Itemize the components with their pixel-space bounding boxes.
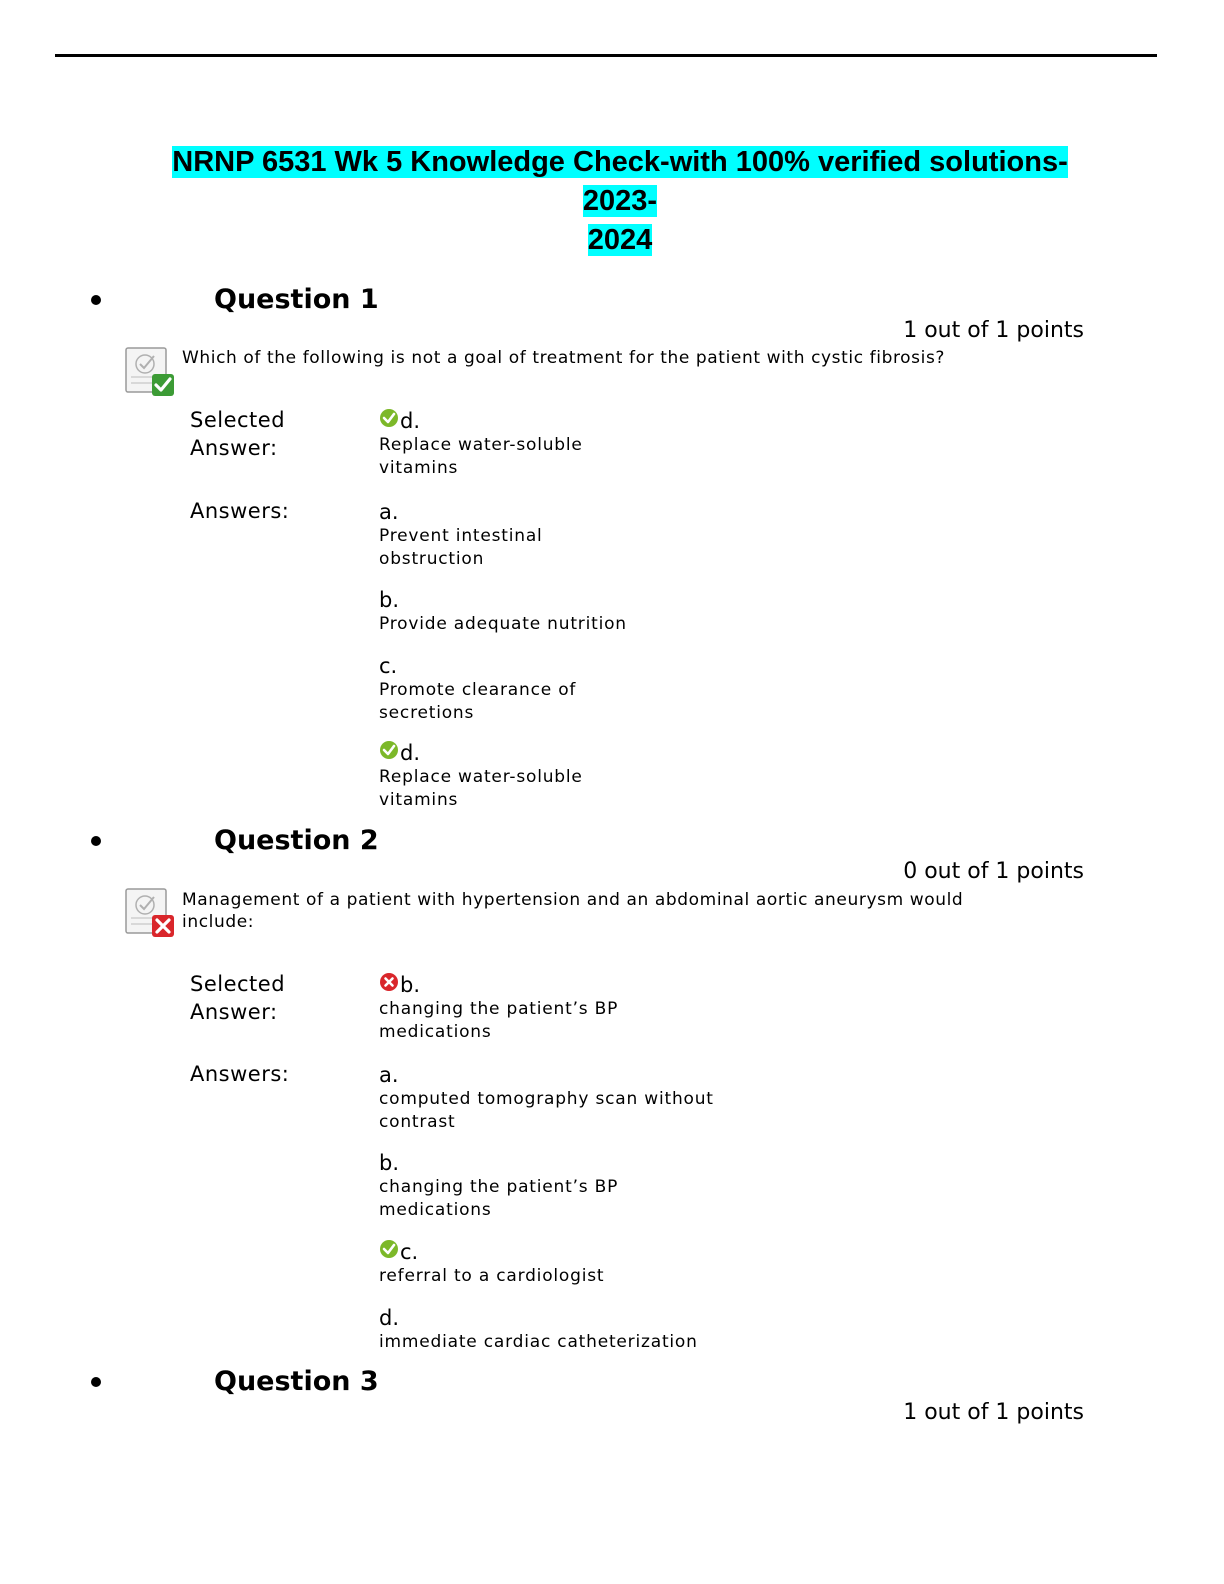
question-2-answer-b: b. changing the patient’s BP medications bbox=[379, 1151, 619, 1220]
title-line-1: NRNP 6531 Wk 5 Knowledge Check-with 100% verified solutions-2023- bbox=[172, 146, 1068, 217]
answers-label: Answers: bbox=[190, 1062, 290, 1086]
question-2-selected-answer: b. changing the patient’s BP medications bbox=[379, 973, 619, 1042]
question-2-text: Management of a patient with hypertension and an abdominal aortic aneurysm would include: bbox=[182, 890, 964, 932]
selected-answer-label: Selected Answer: bbox=[190, 972, 286, 1024]
top-rule bbox=[55, 54, 1157, 57]
question-1-heading: Question 1 bbox=[214, 284, 379, 315]
question-1-selected-answer: d. Replace water-soluble vitamins bbox=[379, 409, 583, 478]
title-line-2: 2024 bbox=[587, 224, 653, 256]
correct-status-icon bbox=[125, 347, 175, 397]
question-1-answer-d: d. Replace water-soluble vitamins bbox=[379, 741, 583, 810]
question-3-heading: Question 3 bbox=[214, 1366, 379, 1397]
green-check-icon bbox=[379, 1239, 400, 1265]
question-2-answer-d: d. immediate cardiac catheterization bbox=[379, 1306, 698, 1352]
green-check-icon bbox=[379, 740, 400, 766]
question-3-bullet bbox=[91, 1377, 101, 1387]
question-1-answer-a: a. Prevent intestinal obstruction bbox=[379, 500, 543, 569]
question-2-bullet bbox=[91, 836, 101, 846]
question-2-points: 0 out of 1 points bbox=[903, 859, 1084, 884]
question-1-answer-c: c. Promote clearance of secretions bbox=[379, 654, 577, 723]
question-2-heading: Question 2 bbox=[214, 825, 379, 856]
green-check-icon bbox=[379, 408, 400, 434]
question-1-bullet bbox=[91, 295, 101, 305]
selected-answer-label: Selected Answer: bbox=[190, 408, 286, 460]
red-x-icon bbox=[379, 972, 400, 998]
question-3-points: 1 out of 1 points bbox=[903, 1400, 1084, 1425]
document-title bbox=[150, 143, 1090, 260]
question-1-text: Which of the following is not a goal of treatment for the patient with cystic fibrosis? bbox=[182, 348, 946, 368]
answers-label: Answers: bbox=[190, 499, 290, 523]
incorrect-status-icon bbox=[125, 888, 175, 938]
question-1-points: 1 out of 1 points bbox=[903, 318, 1084, 343]
question-1-answer-b: b. Provide adequate nutrition bbox=[379, 588, 627, 634]
question-2-answer-c: c. referral to a cardiologist bbox=[379, 1240, 605, 1286]
question-2-answer-a: a. computed tomography scan without contrast bbox=[379, 1063, 714, 1132]
